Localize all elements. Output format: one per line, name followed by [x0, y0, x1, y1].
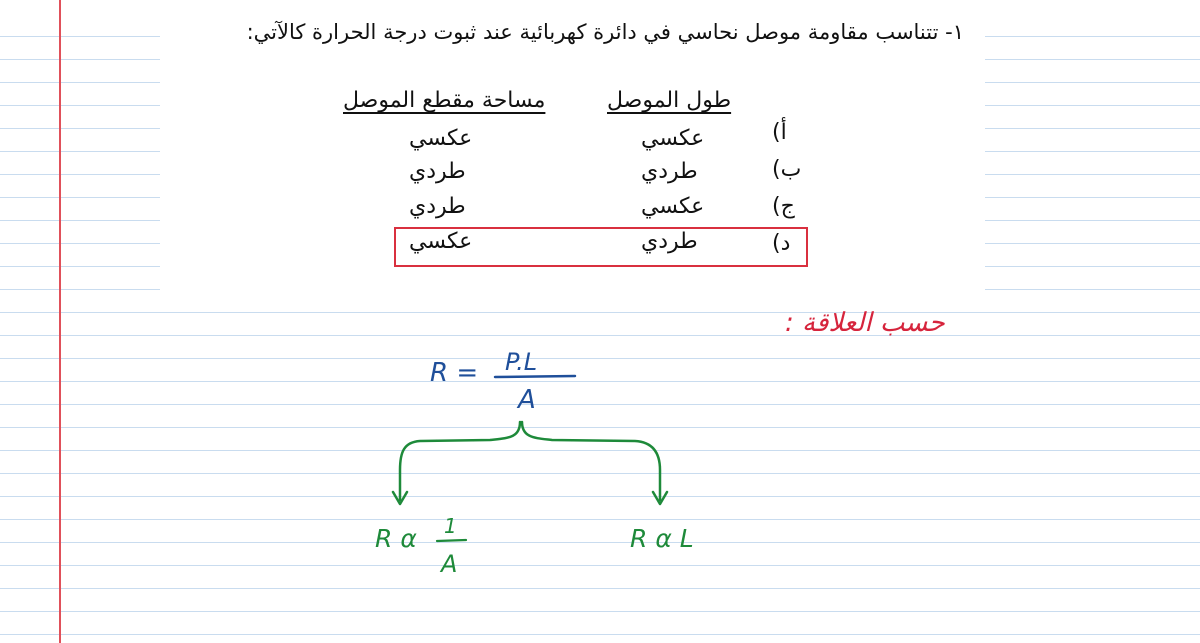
cell-area-d: عكسي: [409, 229, 473, 254]
cell-length-d: طردي: [641, 229, 698, 254]
formula-fraction-bar: [495, 376, 575, 377]
row-label-d: د): [772, 231, 791, 256]
cell-length-a: عكسي: [641, 126, 705, 151]
row-label-c: ج): [772, 194, 795, 219]
question-text: ١- تتناسب مقاومة موصل نحاسي في دائرة كهربائية عند ثبوت درجة الحرارة كالآتي:: [246, 20, 964, 44]
cell-length-b: طردي: [641, 159, 698, 184]
cell-area-b: طردي: [409, 159, 466, 184]
left-result-numerator: 1: [444, 514, 457, 538]
left-result-relation: R α: [375, 524, 417, 553]
handwritten-note: حسب العلاقة :: [785, 308, 945, 338]
left-result-fraction-bar: [437, 540, 466, 541]
left-result-denominator: A: [441, 550, 458, 578]
row-label-a: أ): [772, 120, 787, 145]
formula-denominator: A: [518, 385, 536, 415]
header-length: طول الموصل: [607, 88, 732, 113]
formula-lhs: R =: [430, 358, 479, 388]
left-branch-arrow: [400, 422, 520, 500]
right-result: R α L: [630, 524, 694, 553]
row-label-b: ب): [772, 157, 802, 182]
cell-area-c: طردي: [409, 194, 466, 219]
header-area: مساحة مقطع الموصل: [343, 88, 546, 113]
right-branch-arrow: [522, 422, 660, 500]
cell-length-c: عكسي: [641, 194, 705, 219]
cell-area-a: عكسي: [409, 126, 473, 151]
formula-numerator: P.L: [505, 348, 538, 376]
